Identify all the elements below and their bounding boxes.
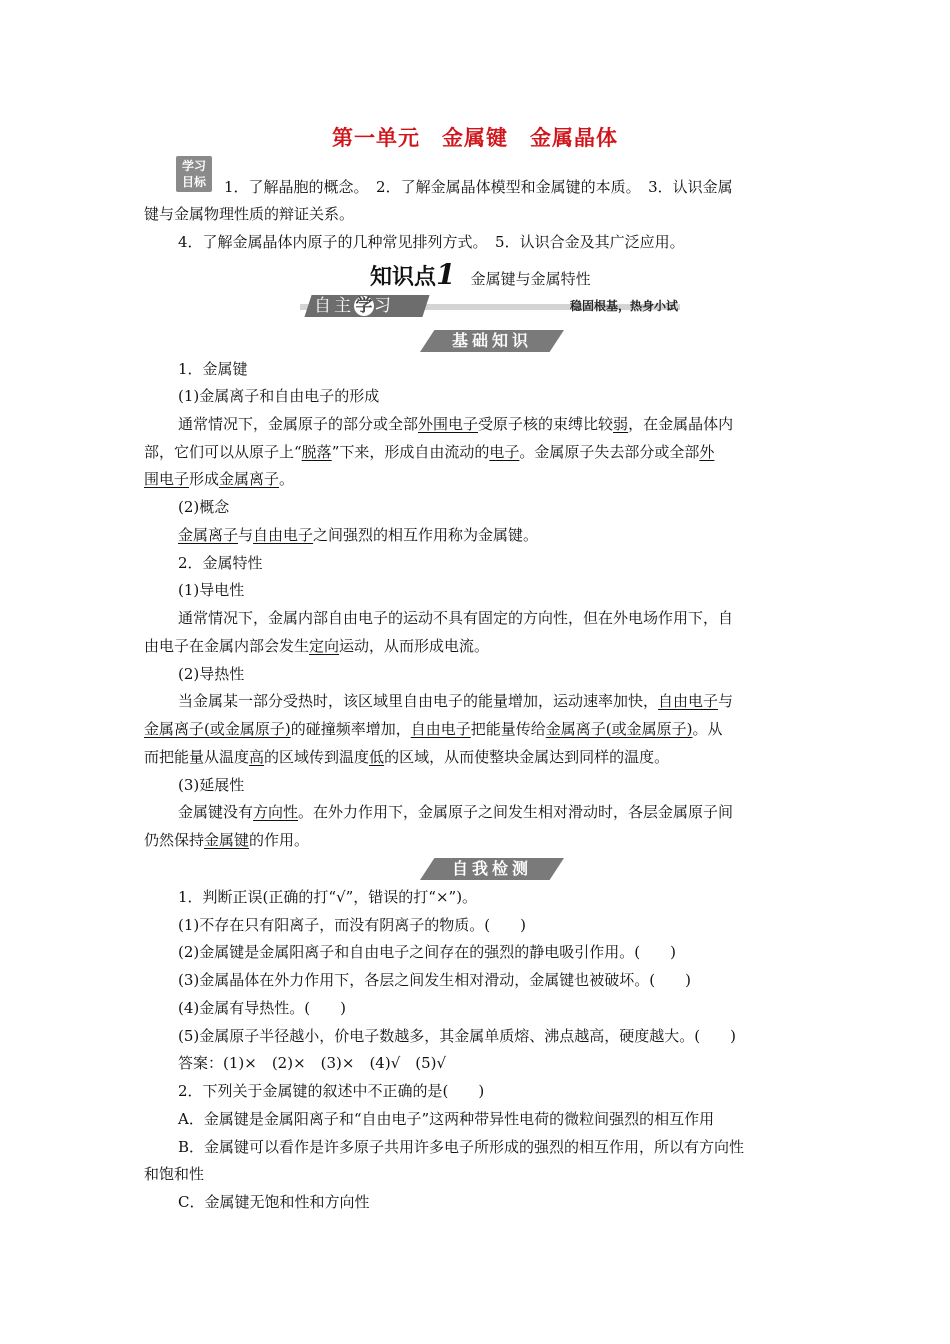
- fill-blank: 高: [249, 748, 265, 766]
- fill-blank: 电子: [489, 443, 520, 461]
- basic-p4: [178, 525, 538, 545]
- text: 金属键没有: [178, 803, 254, 821]
- basic-p11: [144, 830, 309, 850]
- fill-blank: 金属键: [204, 831, 250, 849]
- check-q1-4: (4)金属有导热性。( ): [178, 999, 346, 1017]
- basic-p3: [144, 469, 294, 489]
- basic-p10: [178, 802, 733, 822]
- learning-goal-badge: [176, 156, 212, 192]
- page-title: 第一单元 金属键 金属晶体: [332, 126, 618, 150]
- self-study-bar: [300, 295, 680, 317]
- check-option-b-line2: 和饱和性: [144, 1165, 205, 1183]
- bar-circle: 学: [355, 296, 373, 316]
- fill-blank: 定向: [309, 637, 340, 655]
- fill-blank: 围电子: [144, 470, 190, 488]
- section-check-title: 自我检测: [451, 859, 532, 878]
- bar-tag-text: [314, 295, 394, 317]
- knowledge-point-subtitle: 金属键与金属特性: [470, 270, 591, 288]
- fill-blank: 外: [699, 443, 715, 461]
- text: 由电子在金属内部会发生: [144, 637, 310, 655]
- basic-p7: [178, 691, 733, 711]
- text: 的区域，从而使整块金属达到同样的温度。: [384, 748, 670, 766]
- text: 的作用。: [249, 831, 310, 849]
- basic-h1-2: (2)概念: [178, 498, 230, 516]
- fill-blank: 弱: [613, 415, 629, 433]
- text: 形成: [189, 470, 220, 488]
- basic-p6: [144, 636, 489, 656]
- text: 仍然保持: [144, 831, 205, 849]
- check-answer: 答案：(1)× (2)× (3)× (4)√ (5)√: [178, 1054, 447, 1072]
- text: 而把能量从温度: [144, 748, 250, 766]
- text: 。金属原子失去部分或全部: [519, 443, 700, 461]
- fill-blank: 自由电子: [658, 692, 719, 710]
- section-basic: [420, 330, 564, 352]
- basic-h1: 1．金属键: [178, 360, 248, 378]
- fill-blank: 金属离子: [219, 470, 280, 488]
- basic-h2-2: (2)导热性: [178, 665, 245, 683]
- basic-p9: [144, 747, 669, 767]
- basic-h2-3: (3)延展性: [178, 776, 245, 794]
- basic-p8: [144, 719, 723, 739]
- check-q1-1: (1)不存在只有阳离子，而没有阴离子的物质。( ): [178, 916, 526, 934]
- check-option-a: A．金属键是金属阳离子和“自由电子”这两种带异性电荷的微粒间强烈的相互作用: [178, 1110, 715, 1128]
- text: 与: [238, 526, 254, 544]
- fill-blank: 金属离子: [178, 526, 239, 544]
- text: ”下来，形成自由流动的: [331, 443, 490, 461]
- basic-p2: [144, 442, 714, 462]
- text: 当金属某一部分受热时，该区域里自由电子的能量增加，运动速率加快，: [178, 692, 659, 710]
- goals-line1: 1．了解晶胞的概念。 2．了解金属晶体模型和金属键的本质。 3．认识金属: [224, 178, 733, 196]
- check-q1-5: (5)金属原子半径越小，价电子数越多，其金属单质熔、沸点越高，硬度越大。( ): [178, 1027, 736, 1045]
- check-q1-3: (3)金属晶体在外力作用下，各层之间发生相对滑动，金属键也被破坏。( ): [178, 971, 691, 989]
- text: 的碰撞频率增加，: [290, 720, 411, 738]
- text: 的区域传到温度: [264, 748, 370, 766]
- text: 。: [279, 470, 295, 488]
- basic-h2-1: (1)导电性: [178, 581, 245, 599]
- basic-p5: 通常情况下，金属内部自由电子的运动不具有固定的方向性，但在外电场作用下，自: [178, 609, 734, 627]
- goals-line2: 键与金属物理性质的辩证关系。: [144, 205, 355, 223]
- text: 受原子核的束缚比较: [478, 415, 614, 433]
- bar-part2: 习: [374, 296, 394, 316]
- badge-line2: 目标: [181, 175, 206, 189]
- text: 与: [718, 692, 734, 710]
- text: 运动，从而形成电流。: [339, 637, 490, 655]
- fill-blank: 金属离子(或金属原子): [545, 720, 693, 738]
- fill-blank: 外围电子: [418, 415, 479, 433]
- text: 。从: [692, 720, 723, 738]
- basic-h1-1: (1)金属离子和自由电子的形成: [178, 387, 380, 405]
- fill-blank: 低: [369, 748, 385, 766]
- badge-line1: 学习: [181, 159, 206, 173]
- check-option-b-line1: B．金属键可以看作是许多原子共用许多电子所形成的强烈的相互作用，所以有方向性: [178, 1138, 745, 1156]
- section-basic-title: 基础知识: [451, 331, 532, 350]
- knowledge-point-number: 1: [436, 258, 456, 291]
- text: 。在外力作用下，金属原子之间发生相对滑动时，各层金属原子间: [298, 803, 734, 821]
- section-check: [420, 858, 564, 880]
- bar-right-text: 稳固根基，热身小试: [569, 299, 678, 313]
- text: ，在金属晶体内: [628, 415, 734, 433]
- text: 通常情况下，金属原子的部分或全部: [178, 415, 419, 433]
- text: 部，它们可以从原子上“: [144, 443, 302, 461]
- check-option-c: C．金属键无饱和性和方向性: [178, 1193, 370, 1211]
- basic-p1: [178, 414, 733, 434]
- text: 之间强烈的相互作用称为金属键。: [313, 526, 539, 544]
- knowledge-point-heading: [370, 258, 591, 291]
- check-q1: 1．判断正误(正确的打“√”，错误的打“×”)。: [178, 888, 478, 906]
- bar-part1: 自主: [314, 296, 354, 316]
- fill-blank: 自由电子: [253, 526, 314, 544]
- goals-line3: 4．了解金属晶体内原子的几种常见排列方式。 5．认识合金及其广泛应用。: [178, 233, 685, 251]
- fill-blank: 脱落: [301, 443, 332, 461]
- check-q1-2: (2)金属键是金属阳离子和自由电子之间存在的强烈的静电吸引作用。( ): [178, 943, 676, 961]
- knowledge-point-label: 知识点: [370, 265, 437, 290]
- fill-blank: 自由电子: [410, 720, 471, 738]
- text: 把能量传给: [470, 720, 546, 738]
- fill-blank: 金属离子(或金属原子): [144, 720, 291, 738]
- check-q2: 2．下列关于金属键的叙述中不正确的是( ): [178, 1082, 485, 1100]
- basic-h2: 2．金属特性: [178, 554, 263, 572]
- fill-blank: 方向性: [253, 803, 299, 821]
